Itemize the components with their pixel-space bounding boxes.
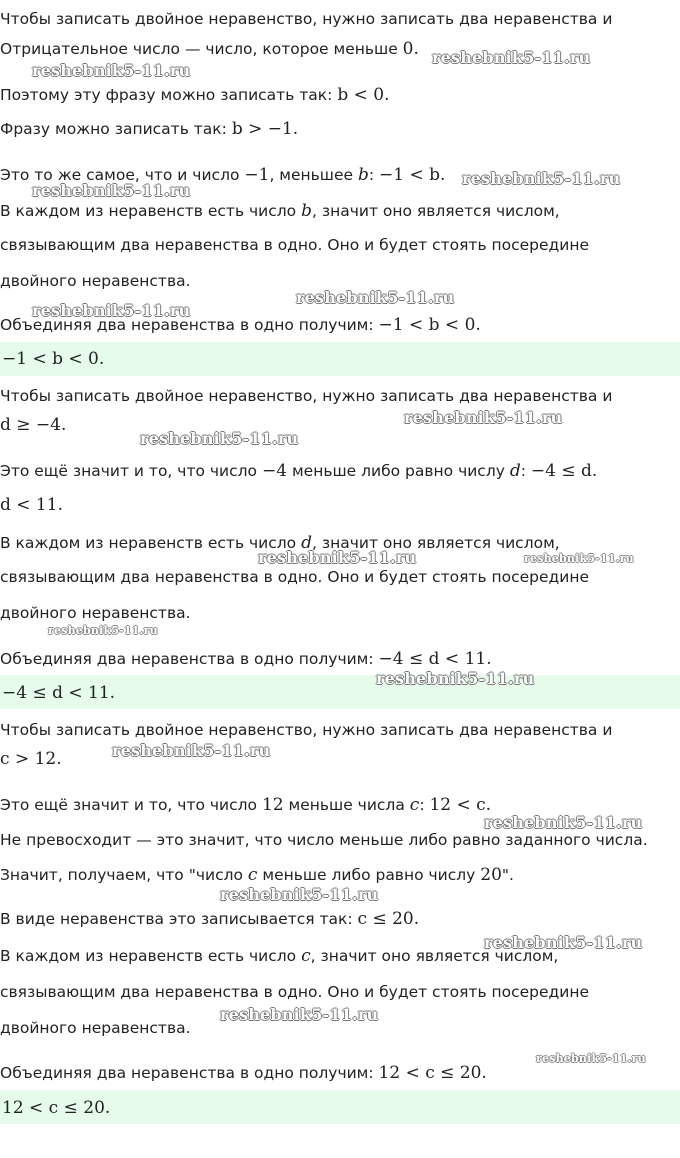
text-line: В виде неравенства это записывается так: c ≤ 20. xyxy=(0,909,420,929)
text-line: связывающим два неравенства в одно. Оно и будет стоять посередине xyxy=(0,568,590,586)
text-line: двойного неравенства. xyxy=(0,1019,191,1037)
watermark: reshebnik5-11.ru xyxy=(32,61,191,80)
text-line: В каждом из неравенств есть число b, значит оно является числом, xyxy=(0,201,560,221)
text-line: c > 12. xyxy=(0,749,62,769)
text-line: Значит, получаем, что "число c меньше либо равно числу 20". xyxy=(0,865,514,885)
text-line: d < 11. xyxy=(0,495,63,515)
text-line: Не превосходит — это значит, что число меньше либо равно заданного числа. xyxy=(0,831,648,849)
watermark: reshebnik5-11.ru xyxy=(484,933,643,952)
answer-1: −1 < b < 0. xyxy=(2,349,105,369)
watermark: reshebnik5-11.ru xyxy=(484,813,643,832)
watermark: reshebnik5-11.ru xyxy=(220,885,379,904)
watermark: reshebnik5-11.ru xyxy=(462,169,621,188)
text-line: связывающим два неравенства в одно. Оно и будет стоять посередине xyxy=(0,236,590,254)
watermark: reshebnik5-11.ru xyxy=(112,741,271,760)
text-line: d ≥ −4. xyxy=(0,415,67,435)
text-line: Это ещё значит и то, что число −4 меньше либо равно числу d: −4 ≤ d. xyxy=(0,461,598,481)
watermark: reshebnik5-11.ru xyxy=(258,548,417,567)
text-line: Объединяя два неравенства в одно получим: 12 < c ≤ 20. xyxy=(0,1063,487,1083)
text-line: связывающим два неравенства в одно. Оно и будет стоять посередине xyxy=(0,983,590,1001)
watermark: reshebnik5-11.ru xyxy=(140,429,299,448)
watermark: reshebnik5-11.ru xyxy=(536,1052,646,1065)
text-line: Это то же самое, что и число −1, меньшее b: −1 < b. xyxy=(0,165,446,185)
watermark: reshebnik5-11.ru xyxy=(296,288,455,307)
answer-3: 12 < c ≤ 20. xyxy=(2,1098,111,1118)
watermark: reshebnik5-11.ru xyxy=(524,552,634,565)
watermark: reshebnik5-11.ru xyxy=(32,181,191,200)
text-line: Объединяя два неравенства в одно получим: −1 < b < 0. xyxy=(0,315,481,335)
text-line: Отрицательное число — число, которое меньше 0. xyxy=(0,39,419,59)
text-line: Объединяя два неравенства в одно получим: −4 ≤ d < 11. xyxy=(0,649,492,669)
text-line: Чтобы записать двойное неравенство, нужно записать два неравенства и xyxy=(0,10,613,28)
text-line: Фразу можно записать так: b > −1. xyxy=(0,119,299,139)
watermark: reshebnik5-11.ru xyxy=(376,669,535,688)
text-line: Поэтому эту фразу можно записать так: b < 0. xyxy=(0,85,390,105)
text-line: двойного неравенства. xyxy=(0,604,191,622)
watermark: reshebnik5-11.ru xyxy=(220,1005,379,1024)
watermark: reshebnik5-11.ru xyxy=(48,624,158,637)
watermark: reshebnik5-11.ru xyxy=(432,48,591,67)
text-line: Это ещё значит и то, что число 12 меньше числа c: 12 < c. xyxy=(0,795,492,815)
text-line: двойного неравенства. xyxy=(0,272,191,290)
text-line: В каждом из неравенств есть число c, значит оно является числом, xyxy=(0,946,559,966)
text-line: Чтобы записать двойное неравенство, нужно записать два неравенства и xyxy=(0,387,613,405)
watermark: reshebnik5-11.ru xyxy=(404,408,563,427)
text-line: Чтобы записать двойное неравенство, нужно записать два неравенства и xyxy=(0,721,613,739)
watermark: reshebnik5-11.ru xyxy=(32,301,191,320)
text-line: В каждом из неравенств есть число d, значит оно является числом, xyxy=(0,533,560,553)
answer-2: −4 ≤ d < 11. xyxy=(2,683,116,703)
